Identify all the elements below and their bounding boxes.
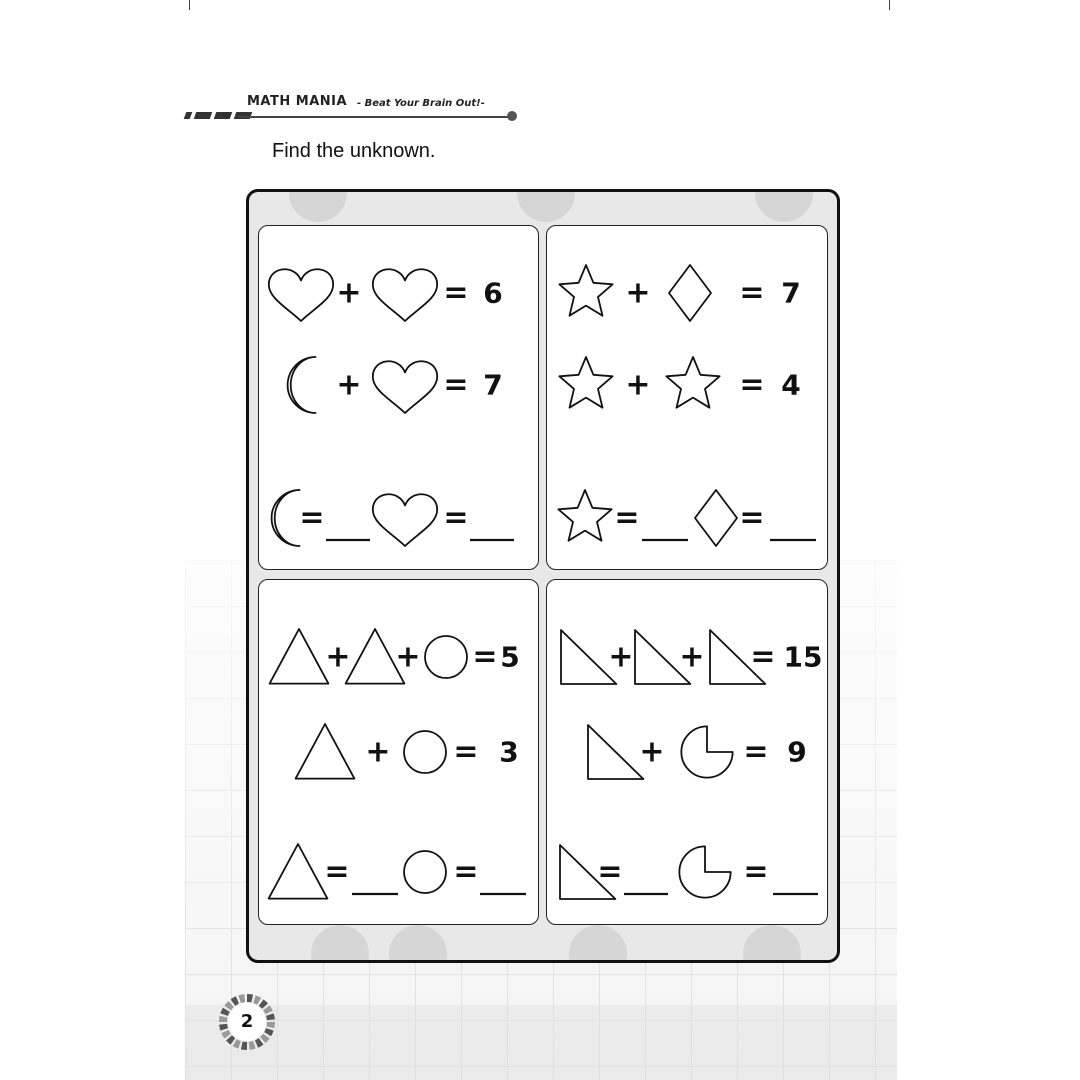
equals-sign: = bbox=[443, 367, 469, 403]
equals-sign: = bbox=[453, 734, 479, 770]
puzzle-3-equation-1 bbox=[270, 629, 520, 684]
pie-three-quarter-icon bbox=[679, 846, 730, 897]
star-icon bbox=[666, 357, 719, 408]
equals-sign: = bbox=[324, 854, 350, 890]
equals-sign: = bbox=[750, 639, 776, 675]
equation-result: 15 bbox=[783, 640, 823, 674]
heart-icon bbox=[373, 361, 437, 413]
equals-sign: = bbox=[739, 367, 765, 403]
book-title: MATH MANIA bbox=[247, 94, 348, 109]
plus-sign: + bbox=[365, 734, 391, 770]
equals-sign: = bbox=[299, 500, 325, 536]
puzzle-2-question-1 bbox=[558, 490, 688, 541]
equals-sign: = bbox=[472, 639, 498, 675]
equation-result: 3 bbox=[499, 735, 519, 769]
puzzle-2-equation-1 bbox=[559, 265, 800, 321]
equals-sign: = bbox=[614, 500, 640, 536]
triangle-icon bbox=[270, 629, 329, 684]
equals-sign: = bbox=[739, 500, 765, 536]
equals-sign: = bbox=[453, 854, 479, 890]
plus-sign: + bbox=[639, 734, 665, 770]
triangle-icon bbox=[269, 844, 328, 899]
puzzle-1-question-1 bbox=[272, 490, 370, 546]
star-icon bbox=[558, 490, 611, 541]
puzzle-3-question-1 bbox=[269, 844, 398, 899]
plus-sign: + bbox=[395, 639, 421, 675]
equals-sign: = bbox=[443, 275, 469, 311]
moon-icon bbox=[288, 357, 316, 413]
right-triangle-icon bbox=[588, 725, 643, 779]
circle-icon bbox=[404, 851, 446, 893]
circle-icon bbox=[425, 636, 467, 678]
puzzle-4-question-2 bbox=[679, 846, 818, 897]
equation-result: 6 bbox=[483, 276, 503, 310]
puzzle-4-equation-2 bbox=[588, 725, 807, 779]
equation-result: 7 bbox=[781, 276, 801, 310]
star-icon bbox=[559, 357, 612, 408]
puzzle-4-question-1 bbox=[560, 845, 668, 899]
book-subtitle: - Beat Your Brain Out!- bbox=[357, 98, 485, 109]
puzzle-1-equation-1 bbox=[269, 269, 503, 321]
puzzle-4-equation-1 bbox=[561, 630, 822, 684]
plus-sign: + bbox=[679, 639, 705, 675]
plus-sign: + bbox=[336, 367, 362, 403]
heart-icon bbox=[373, 494, 437, 546]
diamond-icon bbox=[695, 490, 737, 546]
puzzle-3-equation-2 bbox=[296, 724, 519, 779]
heart-icon bbox=[269, 269, 333, 321]
page-number: 2 bbox=[228, 1003, 266, 1041]
equals-sign: = bbox=[443, 500, 469, 536]
moon-icon bbox=[272, 490, 300, 546]
pie-three-quarter-icon bbox=[681, 726, 732, 777]
equation-result: 5 bbox=[500, 640, 520, 674]
puzzle-1-equation-2 bbox=[288, 357, 503, 413]
plus-sign: + bbox=[625, 367, 651, 403]
star-icon bbox=[559, 265, 612, 316]
plus-sign: + bbox=[608, 639, 634, 675]
plus-sign: + bbox=[325, 639, 351, 675]
equals-sign: = bbox=[597, 854, 623, 890]
heart-icon bbox=[373, 269, 437, 321]
page-number-badge bbox=[218, 993, 276, 1051]
triangle-icon bbox=[296, 724, 355, 779]
puzzle-2-question-2 bbox=[695, 490, 816, 546]
circle-icon bbox=[404, 731, 446, 773]
instruction-text: Find the unknown. bbox=[272, 140, 436, 162]
plus-sign: + bbox=[336, 275, 362, 311]
diamond-icon bbox=[669, 265, 711, 321]
puzzle-1-question-2 bbox=[373, 494, 514, 546]
puzzle-3-question-2 bbox=[404, 851, 526, 894]
equals-sign: = bbox=[743, 734, 769, 770]
equals-sign: = bbox=[739, 275, 765, 311]
equation-result: 9 bbox=[787, 735, 807, 769]
equation-result: 7 bbox=[483, 368, 503, 402]
equation-result: 4 bbox=[781, 368, 801, 402]
plus-sign: + bbox=[625, 275, 651, 311]
puzzle-2-equation-2 bbox=[559, 357, 800, 408]
equals-sign: = bbox=[743, 854, 769, 890]
